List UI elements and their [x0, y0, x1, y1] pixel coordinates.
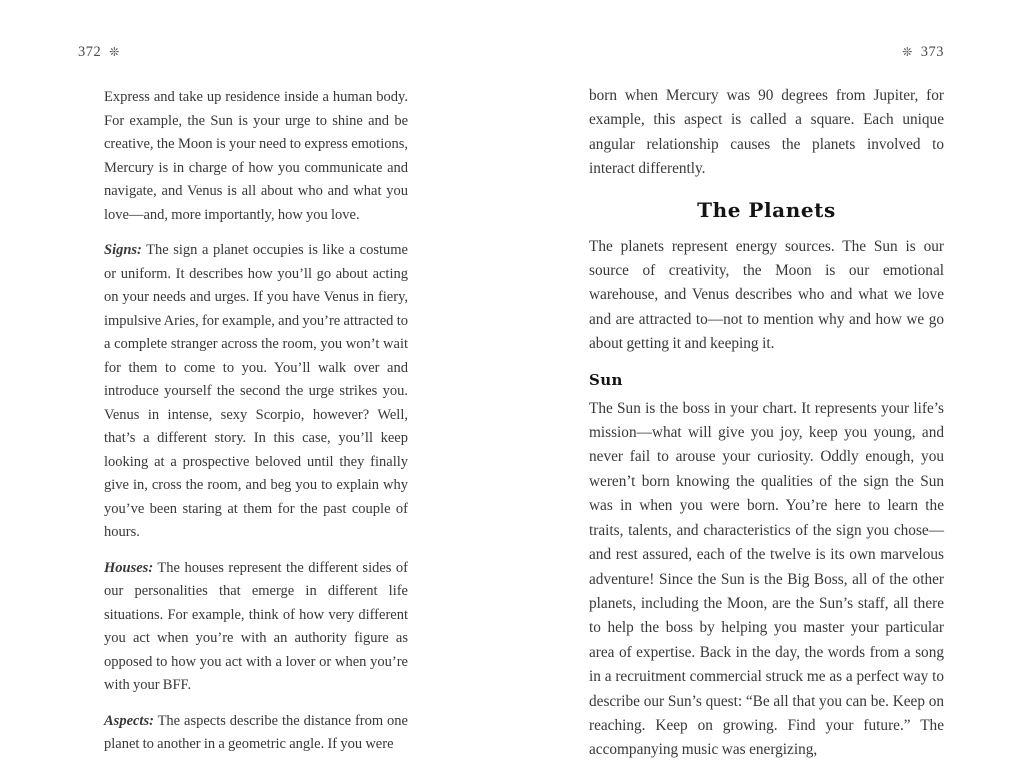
page-number-right: 373	[920, 44, 944, 60]
paragraph-lead: Houses:	[104, 559, 154, 576]
paragraph-lead: Aspects:	[104, 712, 154, 729]
page-header-right	[902, 44, 944, 61]
paragraph-lead: Signs:	[104, 242, 142, 258]
paragraph-text: The aspects describe the distance from one planet to another in a geometric angle. If you were	[104, 712, 408, 752]
paragraph-planets-intro: The planets represent energy sources. The Sun is our source of creativity, the Moon is our emotional warehouse, and Venus describes who and what we love and are attracted to—not to mention why and how we go about getting it and keeping it.	[589, 237, 944, 353]
paragraph-text: The houses represent the different sides of our personalities that emerge in different life situations. For example, think of how very different you act when you’re with an authority figure as opposed to how you act with a lover or when you’re with your BFF.	[104, 559, 408, 693]
florette-ornament-icon: ❊	[902, 44, 913, 59]
paragraph-aspects	[104, 710, 408, 757]
paragraph-text: The sign a planet occupies is like a costume or uniform. It describes how you’ll go about acting on your needs and urges. If you have Venus in fiery, impulsive Aries, for example, and you’re attracted to a complete stranger across the room, you won’t wait for them to come to you. You’ll walk over and introduce yourself the second the urge strikes you. Venus in intense, sexy Scorpio, however? Well, that’s a different story. In this case, you’ll keep looking at a prospective beloved until they finally give in, cross the room, and beg you to explain why you’ve been staring at them for the past couple of hours.	[104, 242, 408, 540]
subheading-sun: Sun	[589, 370, 623, 389]
paragraph-aspects-continuation: born when Mercury was 90 degrees from Jupiter, for example, this aspect is called a square. Each unique angular relationship causes the planets involved to interact differently.	[589, 87, 944, 178]
paragraph-sun: The Sun is the boss in your chart. It represents your life’s mission—what will give you joy, keep you young, and never fail to arouse your curiosity. Oddly enough, you weren’t born knowing the qualities of the sign the Sun was in when you were born. You’re here to learn the traits, talents, and characteristics of the sign you chose—and rest assured, each of the twelve is its own marvelous adventure! Since the Sun is the Big Boss, all of the other planets, including the Moon, are the Sun’s staff, all there to help the boss by helping you master your particular area of expertise. Back in the day, the words from a song in a recruitment commercial struck me as a perfect way to describe our Sun’s quest: “Be all that you can be. Keep on reaching. Keep on growing. Find your future.” The accompanying music was energizing,	[589, 399, 944, 759]
page-number-left: 372	[78, 44, 102, 60]
text-column-right	[589, 84, 944, 763]
florette-ornament-icon: ❊	[109, 44, 120, 59]
paragraph-text: Express and take up residence inside a human body. For example, the Sun is your urge to shine and be creative, the Moon is your need to express emotions, Mercury is in charge of how you communicate and navigate, and Venus is all about who and what you love—and, more importantly, how you love.	[104, 89, 408, 223]
paragraph-intro	[104, 86, 408, 227]
text-column-left	[104, 86, 408, 757]
page-header-left	[78, 44, 120, 61]
section-heading-the-planets: The Planets	[697, 197, 836, 222]
paragraph-houses	[104, 557, 408, 698]
paragraph-signs	[104, 239, 408, 545]
